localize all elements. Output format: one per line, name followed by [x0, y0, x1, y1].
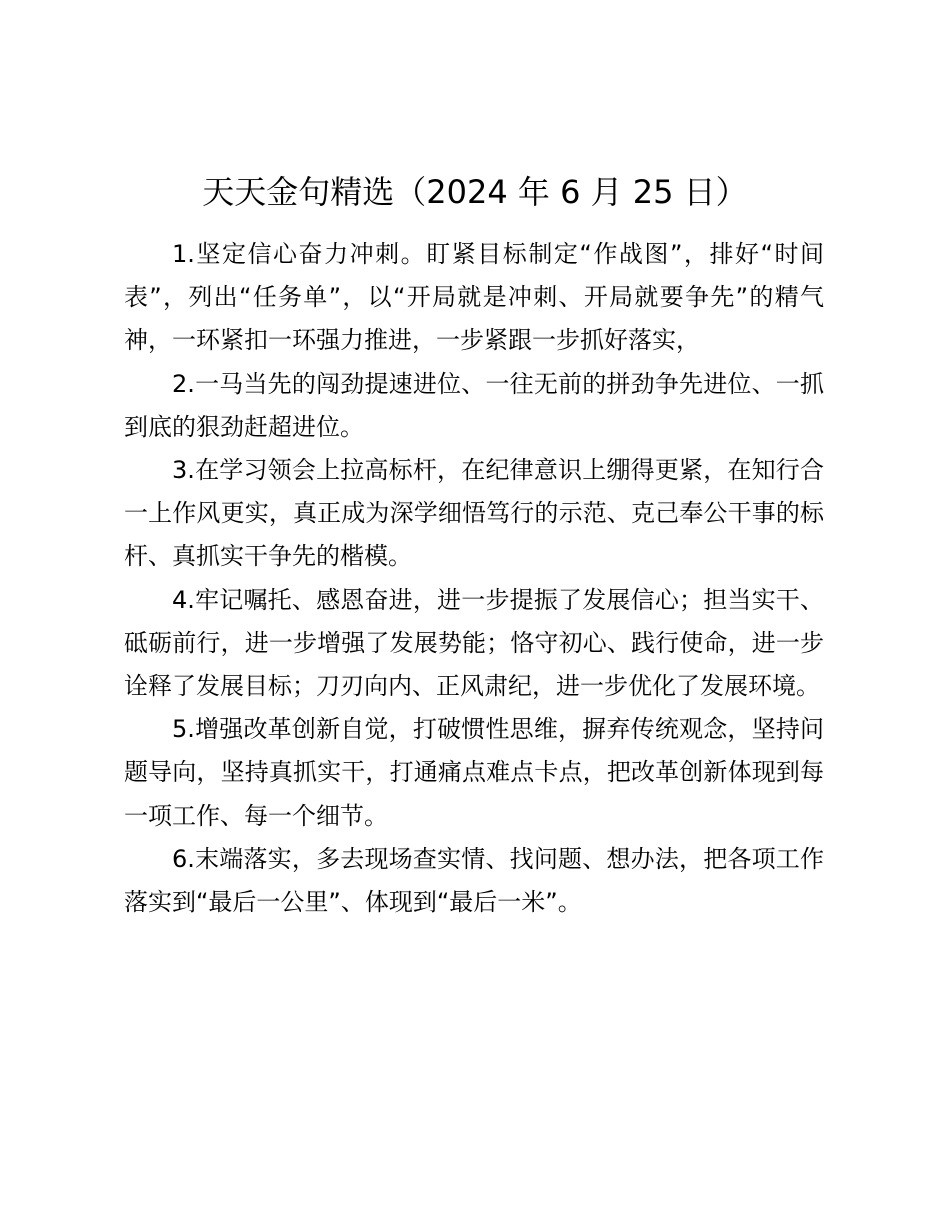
paragraph-5: 5.增强改革创新自觉，打破惯性思维，摒弃传统观念，坚持问题导向，坚持真抓实干，打通痛点难点卡点，把改革创新体现到每一项工作、每一个细节。	[124, 715, 824, 830]
paragraph-1: 1.坚定信心奋力冲刺。盯紧目标制定“作战图”，排好“时间表”，列出“任务单”，以“开局就是冲刺、开局就要争先”的精气神，一环紧扣一环强力推进，一步紧跟一步抓好落实，	[124, 240, 824, 355]
paragraph-3: 3.在学习领会上拉高标杆，在纪律意识上绷得更紧，在知行合一上作风更实，真正成为深学细悟笃行的示范、克己奉公干事的标杆、真抓实干争先的楷模。	[124, 456, 824, 571]
paragraph-2: 2.一马当先的闯劲提速进位、一往无前的拼劲争先进位、一抓到底的狠劲赶超进位。	[124, 369, 824, 441]
page-title: 天天金句精选（2024 年 6 月 25 日）	[202, 173, 748, 211]
paragraph-6: 6.末端落实，多去现场查实情、找问题、想办法，把各项工作落实到“最后一公里”、体现到“最后一米”。	[124, 844, 824, 917]
paragraph-4: 4.牢记嘱托、感恩奋进，进一步提振了发展信心；担当实干、砥砺前行，进一步增强了发展势能；恪守初心、践行使命，进一步诠释了发展目标；刀刃向内、正风肃纪，进一步优化了发展环境。	[124, 585, 824, 701]
document-body	[124, 233, 824, 924]
